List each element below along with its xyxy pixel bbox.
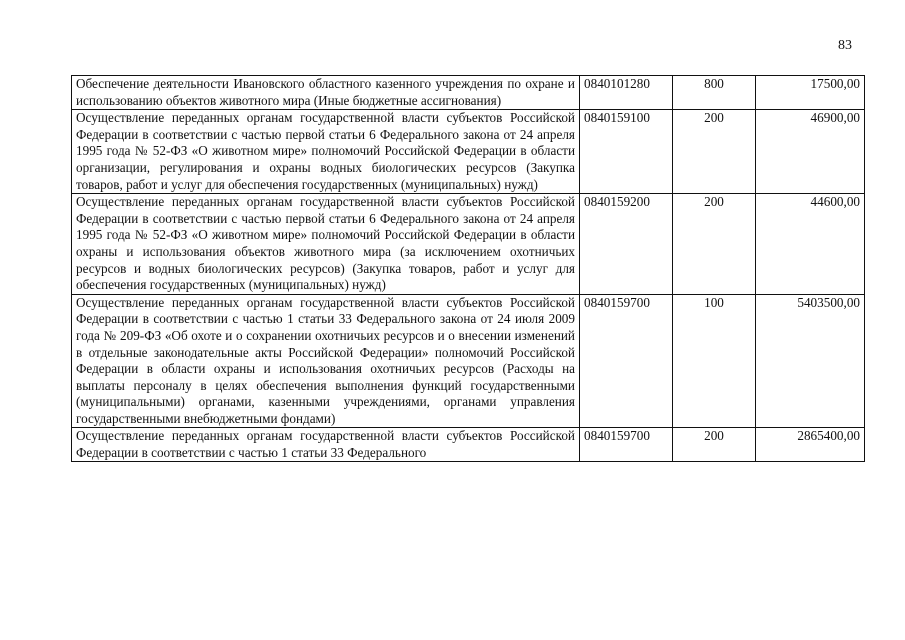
row-description-cell (72, 428, 580, 462)
row-description: Осуществление переданных органам государственной власти субъектов Российской Федерации в соответствии с частью первой статьи 6 Федерального закона от 24 апреля 1995 года № 52-ФЗ «О животном мире» полномочий Российской Федерации в области организации, регулирования и охраны водных биологических ресурсов (Закупка товаров, работ и услуг для обеспечения государственных (муниципальных) нужд) (72, 110, 580, 194)
row-amount: 2865400,00 (756, 428, 865, 462)
row-target-code: 0840159700 (580, 294, 673, 428)
row-target-code: 0840159700 (580, 428, 673, 462)
row-description: Обеспечение деятельности Ивановского областного казенного учреждения по охране и использованию объектов животного мира (Иные бюджетные ассигнования) (72, 76, 580, 110)
row-expense-type: 200 (673, 194, 756, 295)
table-row (72, 76, 865, 110)
page-number: 83 (838, 38, 852, 53)
row-amount: 44600,00 (756, 194, 865, 295)
row-description: Осуществление переданных органам государственной власти субъектов Российской Федерации в соответствии с частью 1 статьи 33 Федерального закона от 24 июля 2009 года № 209-ФЗ «Об охоте и о сохранении охотничьих ресурсов и о внесении изменений в отдельные законодательные акты Российской Федерации» полномочий Российской Федерации в области охраны и использования охотничьих ресурсов (Расходы на выплаты персоналу в целях обеспечения выполнения функций государственными (муниципальными) органами, казенными учреждениями, органами управления государственными внебюджетными фондами) (72, 294, 580, 428)
row-expense-type: 800 (673, 76, 756, 110)
row-target-code: 0840159100 (580, 110, 673, 194)
table-row (72, 110, 865, 194)
row-description: Осуществление переданных органам государственной власти субъектов Российской Федерации в соответствии с частью первой статьи 6 Федерального закона от 24 апреля 1995 года № 52-ФЗ «О животном мире» полномочий Российской Федерации в области охраны и использования объектов животного мира (за исключением охотничьих ресурсов и водных биологических ресурсов) (Закупка товаров, работ и услуг для обеспечения государственных (муниципальных) нужд) (72, 194, 580, 295)
row-expense-type: 100 (673, 294, 756, 428)
table-row (72, 294, 865, 428)
row-amount: 5403500,00 (756, 294, 865, 428)
row-target-code: 0840159200 (580, 194, 673, 295)
row-expense-type: 200 (673, 110, 756, 194)
table-row (72, 194, 865, 295)
row-amount: 46900,00 (756, 110, 865, 194)
row-expense-type: 200 (673, 428, 756, 462)
budget-table (71, 75, 865, 462)
row-target-code: 0840101280 (580, 76, 673, 110)
row-description: Осуществление переданных органам государственной власти субъектов Российской Федерации в соответствии с частью 1 статьи 33 Федерального (76, 428, 575, 461)
table-row (72, 428, 865, 462)
row-amount: 17500,00 (756, 76, 865, 110)
